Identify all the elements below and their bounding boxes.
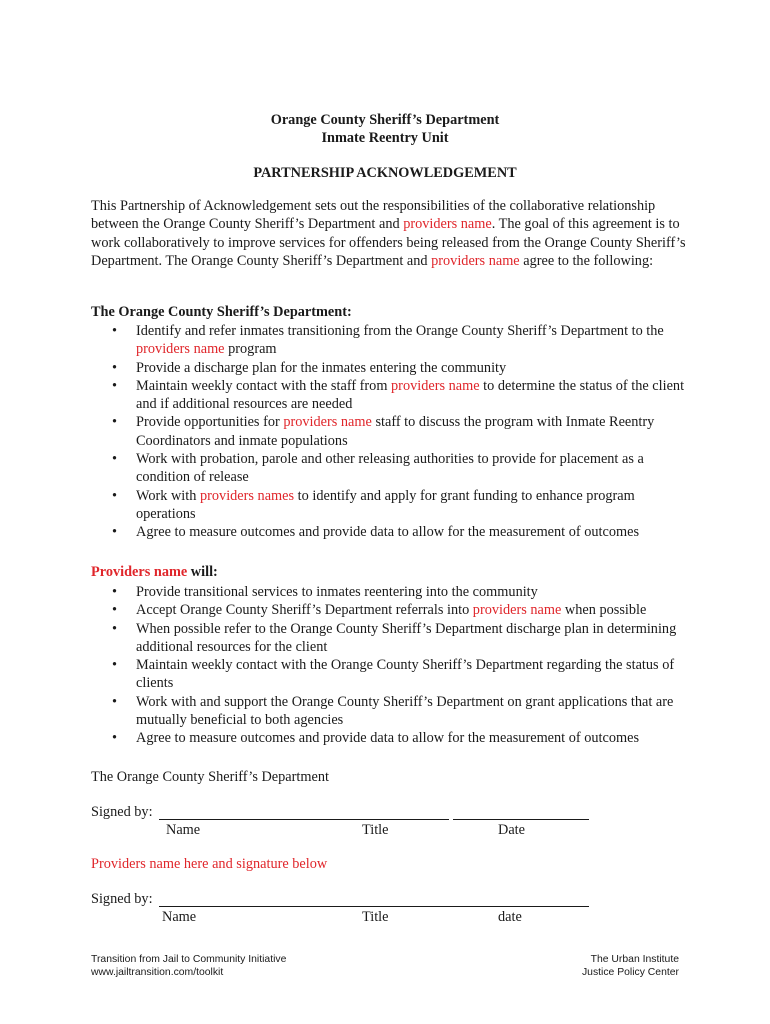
list-item xyxy=(91,601,691,619)
list-item xyxy=(91,583,691,601)
list-item-text: Provide transitional services to inmates reentering into the community xyxy=(136,584,538,600)
footer-center: Justice Policy Center xyxy=(581,966,679,978)
list-item xyxy=(91,450,691,487)
list-item-text: Maintain weekly contact with the staff from xyxy=(136,377,392,394)
signed-by-label: Signed by: xyxy=(91,891,153,907)
date-label: Date xyxy=(498,822,525,838)
list-item-text: Agree to measure outcomes and provide data to allow for the measurement of outcomes xyxy=(136,524,640,541)
list-item-text: Provide opportunities for xyxy=(136,414,284,431)
provider-placeholder: providers name xyxy=(403,216,492,233)
intro-text-1: This Partnership of Acknowledgement sets out the responsibilities of the collaborative relationship between the Orange County Sheriff’s Department and xyxy=(91,198,656,233)
signature-line[interactable] xyxy=(159,819,449,820)
document-title: Orange County Sheriff’s Department xyxy=(270,112,500,128)
list-item-text: When possible refer to the Orange County Sheriff’s Department discharge plan in determining additional resources for the client xyxy=(136,620,677,655)
list-item xyxy=(91,413,691,450)
date-line[interactable] xyxy=(453,819,589,820)
provider-responsibilities-list xyxy=(91,583,691,748)
list-item-text: to determine the status of the client and if additional resources are needed xyxy=(136,377,685,413)
ocsd-signature-org: The Orange County Sheriff’s Department xyxy=(91,769,329,785)
list-item-text: Maintain weekly contact with the Orange County Sheriff’s Department regarding the status of clients xyxy=(136,657,675,692)
footer-right xyxy=(582,954,679,979)
document-subtitle: Inmate Reentry Unit xyxy=(321,130,449,146)
list-item-text: Work with xyxy=(136,487,200,504)
name-label: Name xyxy=(166,822,201,838)
list-item-text: Work with and support the Orange County Sheriff’s Department on grant applications that are mutually beneficial to both agencies xyxy=(136,693,674,729)
list-item-text: Identify and refer inmates transitioning from the Orange County Sheriff’s Department to the xyxy=(136,323,664,339)
provider-placeholder: providers name xyxy=(136,341,225,358)
list-item-text: Accept Orange County Sheriff’s Department referrals into xyxy=(136,602,473,619)
signature-line[interactable] xyxy=(159,906,589,907)
intro-text-3: agree to the following: xyxy=(519,252,654,269)
provider-placeholder: providers name xyxy=(472,602,562,619)
footer-link[interactable]: www.jailtransition.com/toolkit xyxy=(91,966,224,978)
provider-signature-org: Providers name here and signature below xyxy=(91,856,328,872)
footer-left xyxy=(91,954,286,979)
signed-by-label: Signed by: xyxy=(91,804,153,820)
list-item-text: Work with probation, parole and other releasing authorities to provide for placement as a condition of release xyxy=(136,451,644,486)
provider-heading-suffix: will: xyxy=(187,564,218,580)
list-item xyxy=(91,656,691,693)
provider-section-heading xyxy=(91,563,218,581)
list-item-text: to identify and apply for grant funding to enhance program operations xyxy=(136,487,635,522)
ocsd-section-heading: The Orange County Sheriff’s Department: xyxy=(91,304,352,320)
name-label: Name xyxy=(162,909,197,925)
list-item xyxy=(91,487,691,524)
provider-placeholder: providers names xyxy=(199,487,295,504)
list-item-text: Agree to measure outcomes and provide data to allow for the measurement of outcomes xyxy=(136,730,640,747)
list-item-text: program xyxy=(224,341,277,358)
footer-org: The Urban Institute xyxy=(590,954,679,965)
list-item xyxy=(91,620,691,657)
list-item-text: Provide a discharge plan for the inmates entering the community xyxy=(136,359,507,376)
list-item xyxy=(91,693,691,730)
list-item xyxy=(91,729,691,747)
title-label: Title xyxy=(362,822,389,838)
provider-placeholder: providers name xyxy=(283,414,372,431)
footer-initiative: Transition from Jail to Community Initiative xyxy=(91,954,287,965)
date-label: date xyxy=(498,909,522,925)
provider-placeholder: providers name xyxy=(431,252,520,269)
provider-placeholder: Providers name xyxy=(91,564,188,580)
list-item xyxy=(91,377,691,414)
intro-paragraph xyxy=(91,197,691,270)
title-label: Title xyxy=(362,909,389,925)
list-item xyxy=(91,322,691,359)
list-item xyxy=(91,523,691,541)
document-heading: PARTNERSHIP ACKNOWLEDGEMENT xyxy=(253,165,517,181)
provider-placeholder: providers name xyxy=(391,377,480,394)
intro-text-2: . The goal of this agreement is to work collaboratively to improve services for offenders being released from the Orange County Sheriff’s Department. The Orange County Sheriff’s Department and xyxy=(91,216,686,269)
list-item-text: staff to discuss the program with Inmate Reentry Coordinators and inmate populations xyxy=(136,414,655,449)
ocsd-responsibilities-list xyxy=(91,322,691,542)
list-item xyxy=(91,359,691,377)
list-item-text: when possible xyxy=(561,602,647,619)
